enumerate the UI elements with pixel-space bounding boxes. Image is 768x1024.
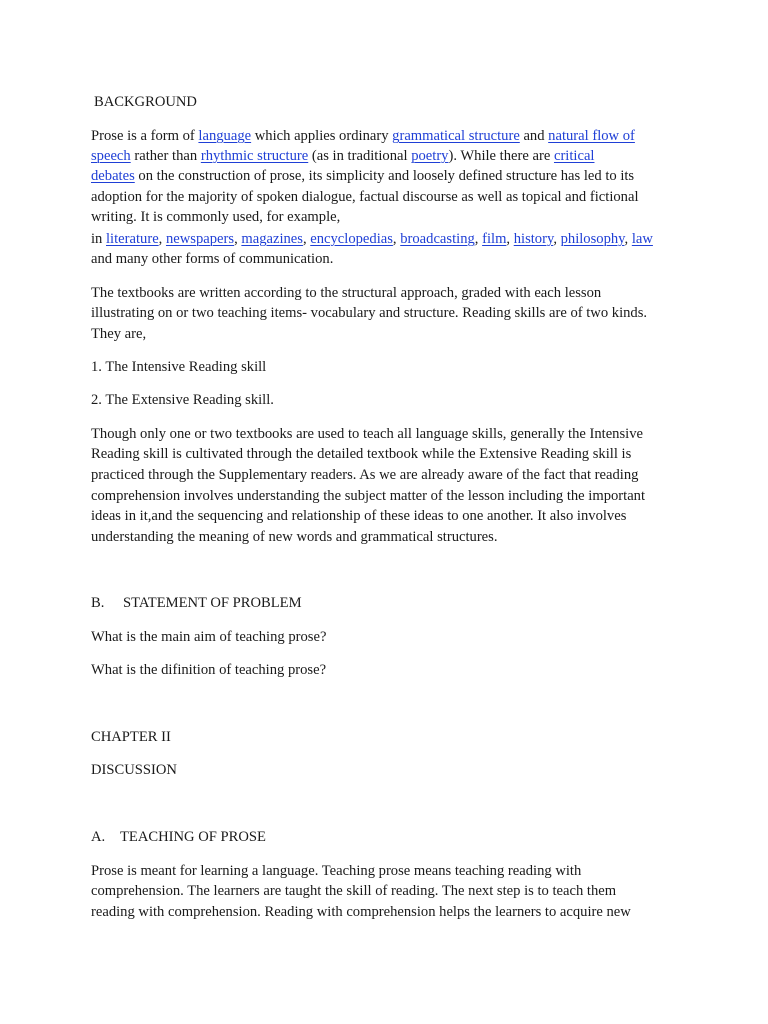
- link-literature[interactable]: literature: [106, 231, 159, 247]
- paragraph-1-line-2: speech rather than rhythmic structure (as in traditional poetry). While there are critical: [91, 148, 595, 164]
- link-language[interactable]: language: [198, 128, 252, 144]
- paragraph-2-line-1: The textbooks are written according to the structural approach, graded with each lesson: [91, 285, 602, 301]
- paragraph-1-line-4: adoption for the majority of spoken dialogue, factual discourse as well as topical and fictional: [91, 189, 639, 205]
- paragraph-1-line-5: writing. It is commonly used, for example,: [91, 209, 341, 225]
- link-encyclopedias[interactable]: encyclopedias: [310, 231, 393, 247]
- link-history[interactable]: history: [513, 231, 554, 247]
- link-broadcasting[interactable]: broadcasting: [400, 231, 475, 247]
- teaching-title: TEACHING OF PROSE: [120, 829, 266, 845]
- list-item-extensive: 2. The Extensive Reading skill.: [91, 392, 274, 408]
- paragraph-3-line-3: practiced through the Supplementary readers. As we are already aware of the fact that reading: [91, 467, 639, 483]
- question-2: What is the difinition of teaching prose?: [91, 662, 327, 678]
- paragraph-3-line-6: understanding the meaning of new words and grammatical structures.: [91, 529, 498, 545]
- teaching-letter: A.: [91, 829, 106, 845]
- link-grammatical-structure[interactable]: grammatical structure: [392, 128, 520, 144]
- teaching-line-2: comprehension. The learners are taught the skill of reading. The next step is to teach them: [91, 883, 617, 899]
- paragraph-2-line-3: They are,: [91, 326, 147, 342]
- teaching-line-3: reading with comprehension. Reading with comprehension helps the learners to acquire new: [91, 904, 631, 920]
- paragraph-1-line-1: Prose is a form of language which applies ordinary grammatical structure and natural flow of: [91, 128, 635, 144]
- link-speech[interactable]: speech: [91, 148, 131, 164]
- paragraph-2-line-2: illustrating on or two teaching items- vocabulary and structure. Reading skills are of two kinds.: [91, 305, 648, 321]
- question-1: What is the main aim of teaching prose?: [91, 629, 327, 645]
- statement-letter: B.: [91, 595, 105, 611]
- teaching-line-1: Prose is meant for learning a language. Teaching prose means teaching reading with: [91, 863, 582, 879]
- statement-title: STATEMENT OF PROBLEM: [123, 595, 302, 611]
- link-magazines[interactable]: magazines: [241, 231, 303, 247]
- paragraph-1-line-6: in literature, newspapers, magazines, encyclopedias, broadcasting, film, history, philosophy, law: [91, 231, 653, 247]
- chapter-subtitle: DISCUSSION: [91, 762, 177, 778]
- background-heading: BACKGROUND: [94, 94, 197, 110]
- link-film[interactable]: film: [482, 231, 507, 247]
- paragraph-3-line-5: ideas in it,and the sequencing and relationship of these ideas to one another. It also involves: [91, 508, 627, 524]
- paragraph-3-line-4: comprehension involves understanding the subject matter of the lesson including the important: [91, 488, 646, 504]
- link-critical[interactable]: critical: [553, 148, 595, 164]
- link-debates[interactable]: debates: [91, 168, 135, 184]
- paragraph-1-line-3: debates on the construction of prose, its simplicity and loosely defined structure has led to its: [91, 168, 635, 184]
- link-law[interactable]: law: [631, 231, 653, 247]
- paragraph-3-line-2: Reading skill is cultivated through the detailed textbook while the Extensive Reading skill is: [91, 446, 632, 462]
- paragraph-1-line-7: and many other forms of communication.: [91, 251, 334, 267]
- statement-heading: [91, 593, 302, 613]
- teaching-heading: [91, 827, 266, 847]
- link-rhythmic-structure[interactable]: rhythmic structure: [200, 148, 309, 164]
- link-natural-flow-of-speech[interactable]: natural flow of: [548, 128, 635, 144]
- paragraph-3-line-1: Though only one or two textbooks are used to teach all language skills, generally the Intensive: [91, 426, 643, 442]
- list-item-intensive: 1. The Intensive Reading skill: [91, 359, 267, 375]
- link-poetry[interactable]: poetry: [411, 148, 449, 164]
- chapter-title: CHAPTER II: [91, 729, 171, 745]
- link-newspapers[interactable]: newspapers: [165, 231, 235, 247]
- link-philosophy[interactable]: philosophy: [560, 231, 625, 247]
